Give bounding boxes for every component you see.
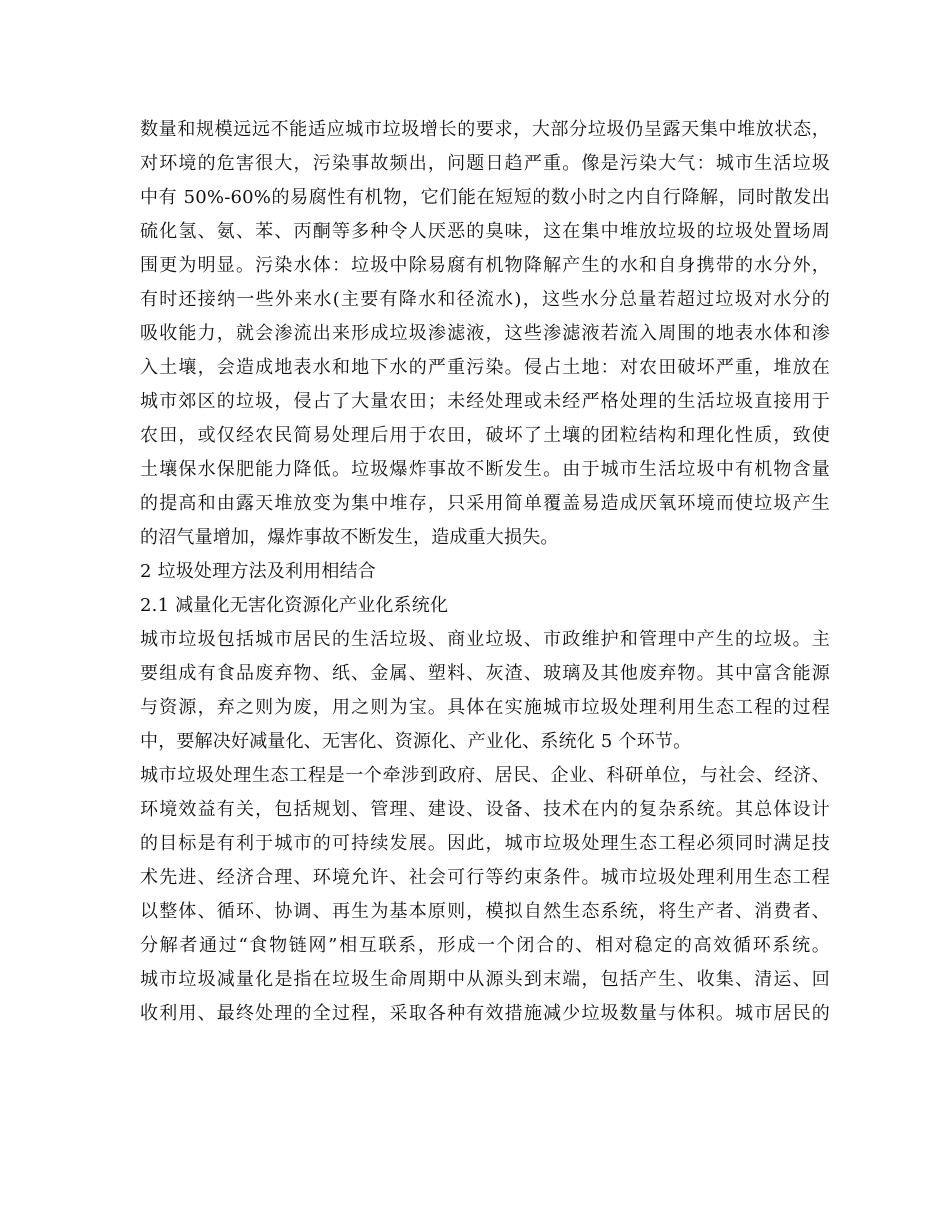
text-line: 围更为明显。污染水体：垃圾中除易腐有机物降解产生的水和自身携带的水分外， (140, 255, 830, 276)
text-line: 的沼气量增加，爆炸事故不断发生，造成重大损失。 (140, 527, 559, 548)
text-line: 中，要解决好减量化、无害化、资源化、产业化、系统化 5 个环节。 (140, 731, 692, 752)
text-line: 城市垃圾减量化是指在垃圾生命周期中从源头到末端，包括产生、收集、清运、回 (140, 969, 830, 990)
text-line: 吸收能力，就会渗流出来形成垃圾渗滤液，这些渗滤液若流入周围的地表水体和渗 (140, 323, 830, 344)
subsection-heading-2-1 (140, 589, 830, 623)
text-line: 分解者通过“食物链网”相互联系，形成一个闭合的、相对稳定的高效循环系统。 (140, 935, 830, 956)
subsection-title: 2.1 减量化无害化资源化产业化系统化 (140, 595, 449, 616)
text-line: 农田，或仅经农民简易处理后用于农田，破坏了土壤的团粒结构和理化性质，致使 (140, 425, 830, 446)
paragraph-garbage-composition (140, 623, 830, 759)
text-line: 有时还接纳一些外来水(主要有降水和径流水)，这些水分总量若超过垃圾对水分的 (140, 289, 830, 310)
document-body (140, 113, 830, 1031)
text-line: 中有 50%-60%的易腐性有机物，它们能在短短的数小时之内自行降解，同时散发出 (140, 187, 830, 208)
text-line: 数量和规模远远不能适应城市垃圾增长的要求，大部分垃圾仍呈露天集中堆放状态， (140, 119, 830, 140)
text-line: 城市郊区的垃圾，侵占了大量农田；未经处理或未经严格处理的生活垃圾直接用于 (140, 391, 830, 412)
text-line: 与资源，弃之则为废，用之则为宝。具体在实施城市垃圾处理利用生态工程的过程 (140, 697, 830, 718)
text-line: 城市垃圾包括城市居民的生活垃圾、商业垃圾、市政维护和管理中产生的垃圾。主 (140, 629, 830, 650)
text-line: 土壤保水保肥能力降低。垃圾爆炸事故不断发生。由于城市生活垃圾中有机物含量 (140, 459, 830, 480)
paragraph-ecological-engineering (140, 759, 830, 963)
text-line: 对环境的危害很大，污染事故频出，问题日趋严重。像是污染大气：城市生活垃圾 (140, 153, 830, 174)
paragraph-reduction (140, 963, 830, 1031)
text-line: 术先进、经济合理、环境允许、社会可行等约束条件。城市垃圾处理利用生态工程 (140, 867, 830, 888)
text-line: 环境效益有关，包括规划、管理、建设、设备、技术在内的复杂系统。其总体设计 (140, 799, 830, 820)
section-heading-2 (140, 555, 830, 589)
text-line: 入土壤，会造成地表水和地下水的严重污染。侵占土地：对农田破坏严重，堆放在 (140, 357, 830, 378)
text-line: 城市垃圾处理生态工程是一个牵涉到政府、居民、企业、科研单位，与社会、经济、 (140, 765, 830, 786)
text-line: 的提高和由露天堆放变为集中堆存，只采用简单覆盖易造成厌氧环境而使垃圾产生 (140, 493, 830, 514)
text-line: 以整体、循环、协调、再生为基本原则，模拟自然生态系统，将生产者、消费者、 (140, 901, 830, 922)
text-line: 收利用、最终处理的全过程，采取各种有效措施减少垃圾数量与体积。城市居民的 (140, 1003, 830, 1024)
text-line: 的目标是有利于城市的可持续发展。因此，城市垃圾处理生态工程必须同时满足技 (140, 833, 830, 854)
section-title: 2 垃圾处理方法及利用相结合 (140, 561, 376, 582)
paragraph-pollution-effects (140, 113, 830, 555)
text-line: 要组成有食品废弃物、纸、金属、塑料、灰渣、玻璃及其他废弃物。其中富含能源 (140, 663, 830, 684)
text-line: 硫化氢、氨、苯、丙酮等多种令人厌恶的臭味，这在集中堆放垃圾的垃圾处置场周 (140, 221, 830, 242)
